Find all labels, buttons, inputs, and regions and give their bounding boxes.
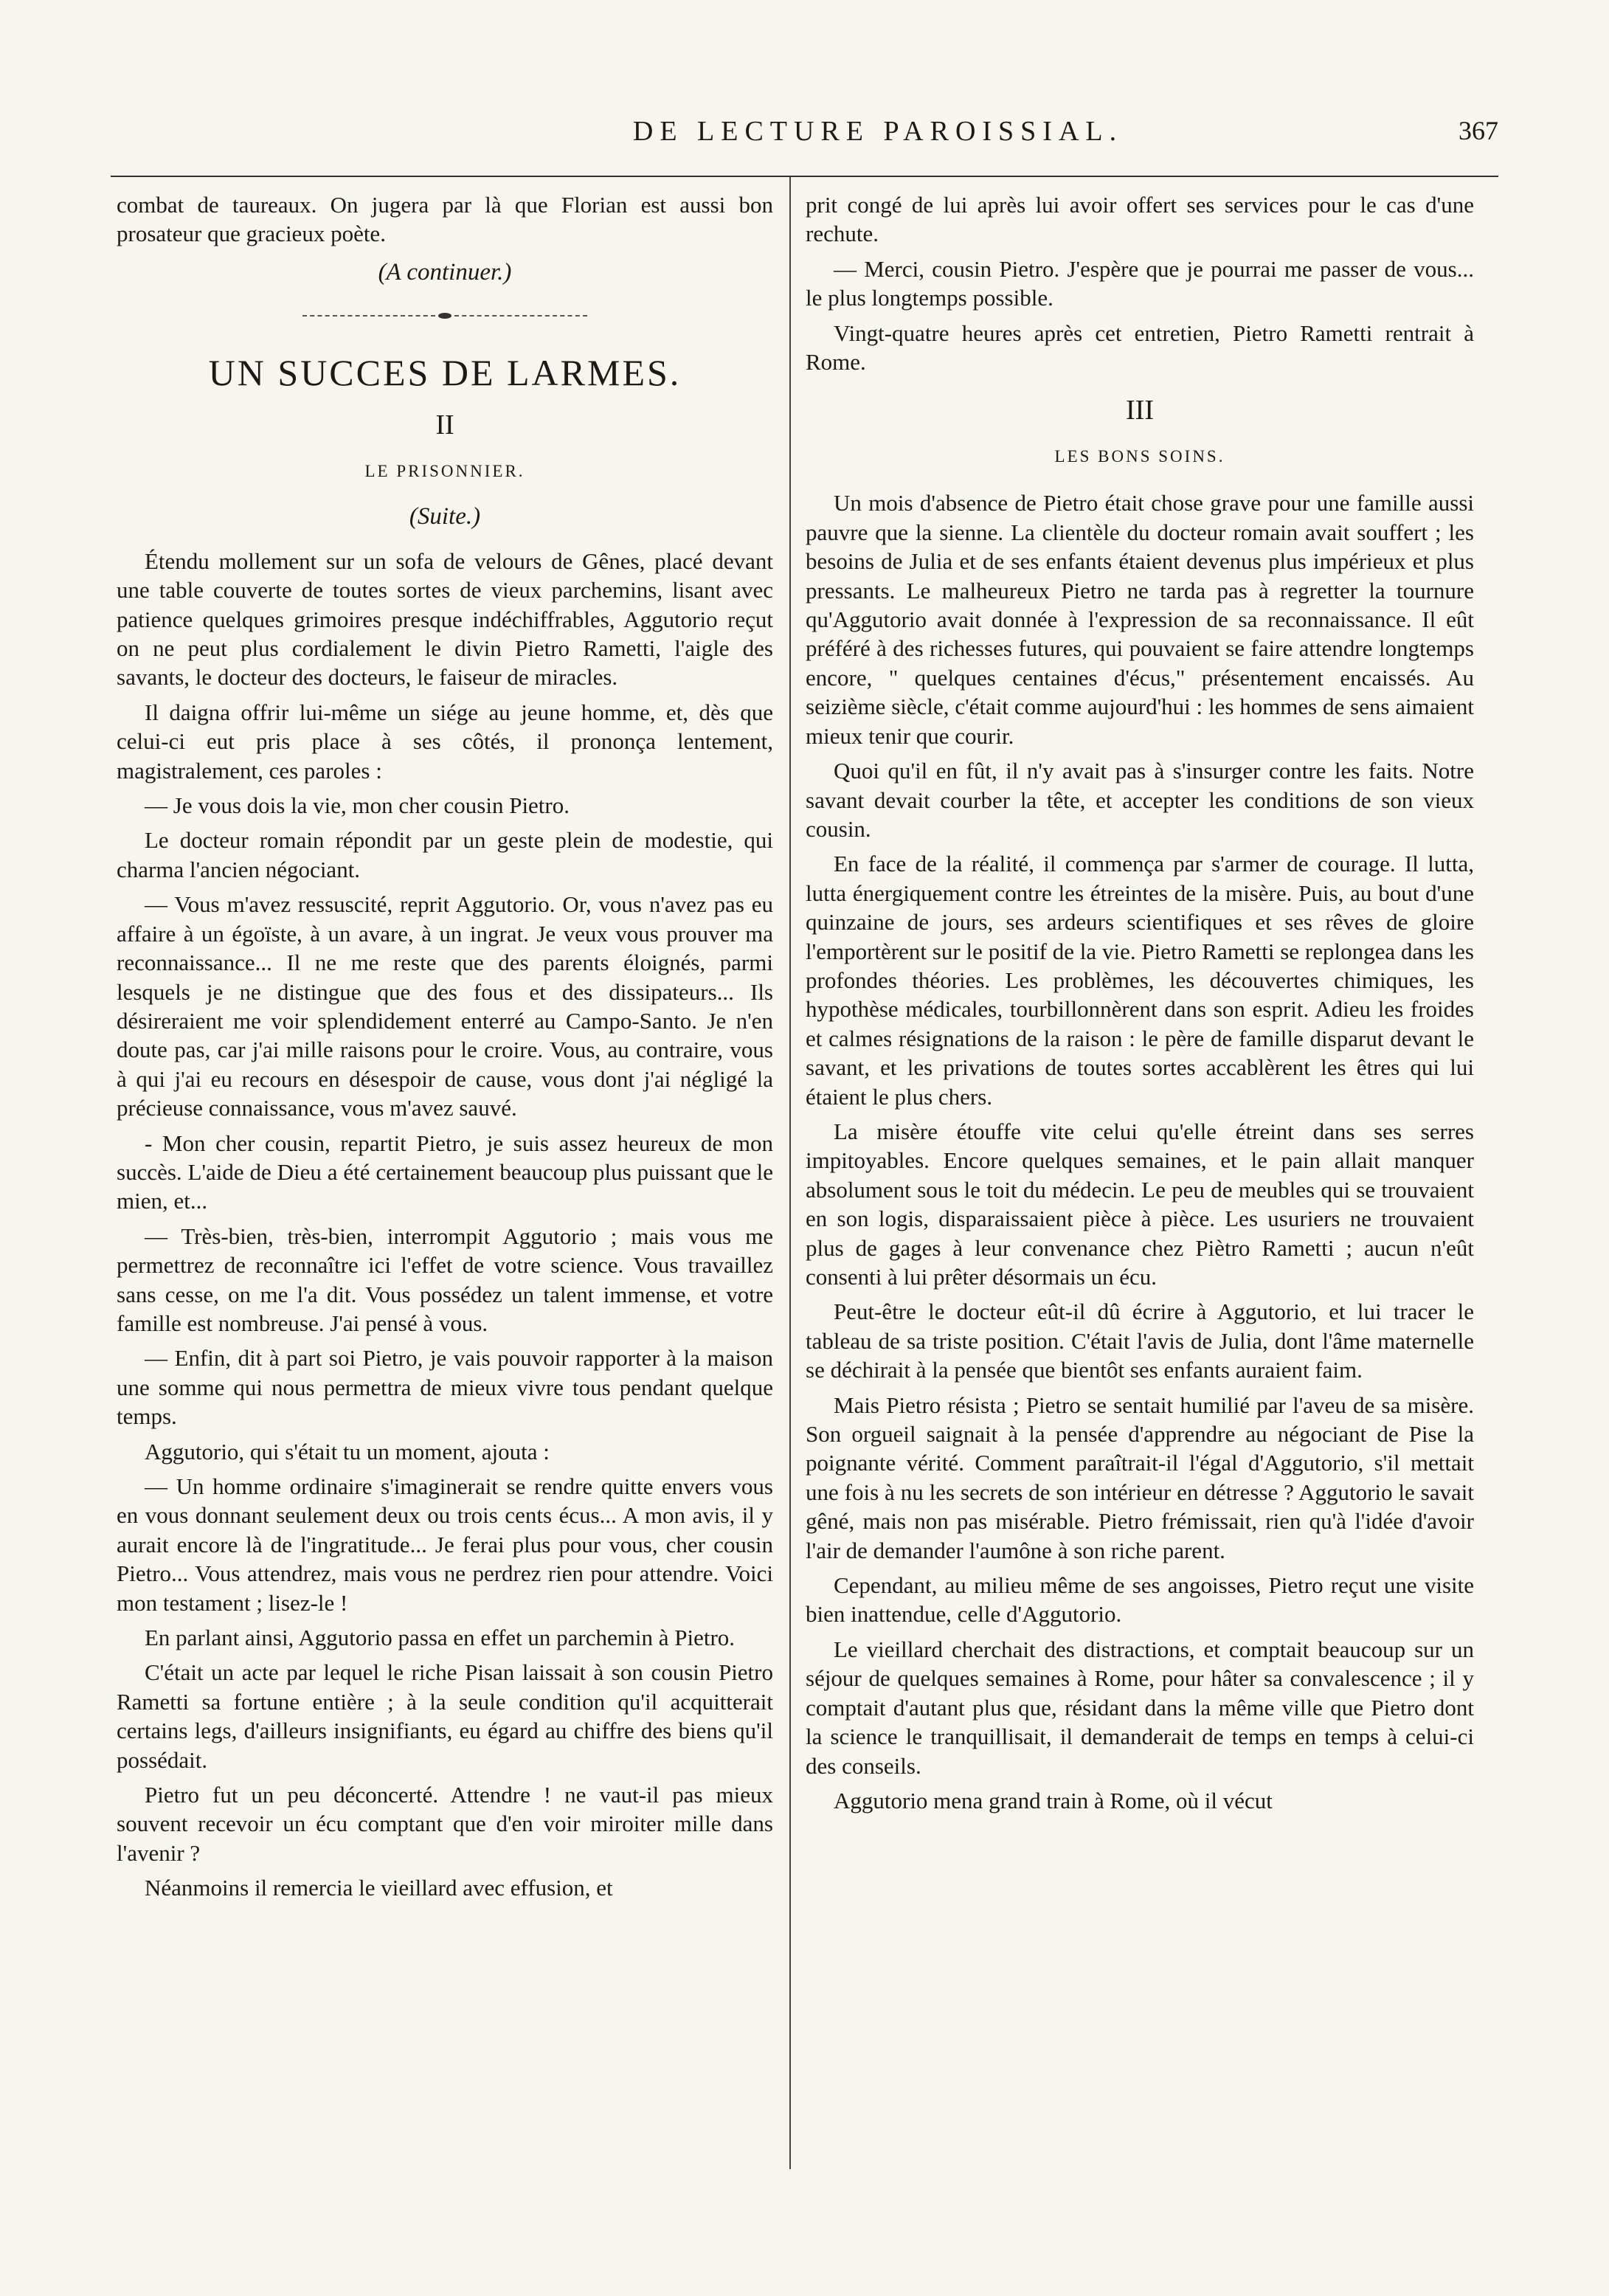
paragraph: La misère étouffe vite celui qu'elle étreint dans ses serres impitoyables. Encore quelques semaines, et le pain allait manquer absolument sous le toit du médecin. Le peu de meubles qui se trouvaient en son logis, disparaissaient pièce à pièce. Les usuriers ne trouvaient plus de gages à leur convenance chez Piètro Rametti ; aucun n'eût consenti à lui prêter désormais un écu. xyxy=(806,1118,1474,1290)
chapter-number: II xyxy=(435,409,454,440)
paragraph: Le docteur romain répondit par un geste plein de modestie, qui charma l'ancien négociant. xyxy=(117,827,773,882)
paragraph: Néanmoins il remercia le vieillard avec effusion, et xyxy=(145,1875,613,1901)
to-continue-note: (A continuer.) xyxy=(378,258,512,286)
header-rule xyxy=(111,176,1498,177)
paragraph: — Vous m'avez ressuscité, reprit Aggutorio. Or, vous n'avez pas eu affaire à un égoïste, à un avare, à un ingrat. Je veux vous prouver ma reconnaissance... Il ne me reste que des parents éloignés, parmi lesquels je ne distingue que des fous et des dissipateurs... Ils désireraient me voir splendidement enterré au Campo-Santo. Je n'en doute pas, car j'ai mille raisons pour le croire. Vous, au contraire, vous à qui j'ai eu recours en désespoir de cause, vous dont j'ai négligé la précieuse connaissance, vous m'avez sauvé. xyxy=(117,891,773,1121)
paragraph: En face de la réalité, il commença par s'armer de courage. Il lutta, lutta énergiquement contre les étreintes de la misère. Puis, au bout d'une quinzaine de jours, ses ardeurs scientifiques et ses rêves de gloire l'emportèrent sur le positif de la vie. Pietro Rametti se replongea dans les profondes théories. Les problèmes, les découvertes chimiques, les hypothèse médicales, tourbillonnèrent dans son esprit. Adieu les froides et calmes résignations de la raison : le père de famille disparut devant le savant, et les privations de toutes sortes accablèrent les êtres qui lui étaient le plus chers. xyxy=(806,851,1474,1110)
paragraph: Pietro fut un peu déconcerté. Attendre ! ne vaut-il pas mieux souvent recevoir un écu comptant que d'en voir miroiter mille dans l'avenir ? xyxy=(117,1782,773,1866)
paragraph: Un mois d'absence de Pietro était chose grave pour une famille aussi pauvre que la sienne. La clientèle du docteur romain avait souffert ; les besoins de Julia et de ses enfants étaient devenus plus impérieux et plus pressants. Le malheureux Pietro ne tarda pas à regretter la tournure qu'Aggutorio avait donnée à l'expression de sa reconnaissance. Il eût préféré à des richesses futures, qui pouvaient se faire attendre longtemps encore, " quelques centaines d'écus," présentement encaissés. Au seizième siècle, c'était comme aujourd'hui : les hommes de sens aimaient mieux tenir que courir. xyxy=(806,490,1474,749)
running-head xyxy=(111,109,1498,153)
paragraph: — Merci, cousin Pietro. J'espère que je pourrai me passer de vous... le plus longtemps possible. xyxy=(806,255,1474,311)
page-number: 367 xyxy=(1459,116,1498,145)
paragraph: Aggutorio mena grand train à Rome, où il vécut xyxy=(834,1787,1273,1813)
paragraph: Peut-être le docteur eût-il dû écrire à Aggutorio, et lui tracer le tableau de sa triste position. C'était l'avis de Julia, dont l'âme maternelle se déchirait à la pensée que bientôt ses enfants auraient faim. xyxy=(806,1299,1474,1383)
section-separator xyxy=(117,313,773,319)
story-title: UN SUCCES DE LARMES. xyxy=(208,351,682,393)
paragraph: Quoi qu'il en fût, il n'y avait pas à s'insurger contre les faits. Notre savant devait courber la tête, et accepter les conditions de son vieux cousin. xyxy=(806,758,1474,842)
column-divider xyxy=(789,177,791,2169)
chapter-title: LES BONS SOINS. xyxy=(1054,447,1225,466)
left-column xyxy=(117,190,773,1909)
running-title: DE LECTURE PAROISSIAL. xyxy=(632,116,1124,147)
paragraph: Étendu mollement sur un sofa de velours de Gênes, placé devant une table couverte de toutes sortes de vieux parchemins, lisant avec patience quelques grimoires presque indéchiffrables, Aggutorio reçut on ne peut plus cordialement le divin Pietro Rametti, l'aigle des savants, le docteur des docteurs, le faiseur de miracles. xyxy=(117,547,773,691)
paragraph: Vingt-quatre heures après cet entretien, Pietro Rametti rentrait à Rome. xyxy=(806,319,1474,376)
paragraph: — Enfin, dit à part soi Pietro, je vais pouvoir rapporter à la maison une somme qui nous permettra de mieux vivre tous pendant quelque temps. xyxy=(117,1345,773,1430)
paragraph: Cependant, au milieu même de ses angoisses, Pietro reçut une visite bien inattendue, celle d'Aggutorio. xyxy=(806,1572,1474,1628)
chapter-number: III xyxy=(1126,395,1154,426)
paragraph: En parlant ainsi, Aggutorio passa en effet un parchemin à Pietro. xyxy=(145,1625,736,1651)
paragraph: — Je vous dois la vie, mon cher cousin Pietro. xyxy=(145,792,570,819)
paragraph: — Un homme ordinaire s'imaginerait se rendre quitte envers vous en vous donnant seulement deux ou trois cents écus... A mon avis, il y aurait encore là de l'ingratitude... Je ferai plus pour vous, cher cousin Pietro... Vous attendrez, mais vous ne perdrez rien pour attendre. Voici mon testament ; lisez-le ! xyxy=(117,1473,773,1616)
paragraph: C'était un acte par lequel le riche Pisan laissait à son cousin Pietro Rametti sa fortune entière ; à la seule condition qu'il acquitterait certains legs, d'ailleurs insignifiants, eu égard au chiffre des biens qu'il possédait. xyxy=(117,1659,773,1773)
paragraph: Il daigna offrir lui-même un siége au jeune homme, et, dès que celui-ci eut pris place à ses côtés, il prononça lentement, magistralement, ces paroles : xyxy=(117,699,773,784)
paragraph: prit congé de lui après lui avoir offert ses services pour le cas d'une rechute. xyxy=(806,192,1474,247)
suite-note: (Suite.) xyxy=(409,502,481,530)
paragraph: combat de taureaux. On jugera par là que Florian est aussi bon prosateur que gracieux poète. xyxy=(117,192,773,247)
paragraph: Aggutorio, qui s'était tu un moment, ajouta : xyxy=(145,1438,550,1465)
right-column xyxy=(806,190,1474,1821)
paragraph: — Très-bien, très-bien, interrompit Aggutorio ; mais vous me permettrez de reconnaître ici l'effet de votre science. Vous travaillez sans cesse, on me l'a dit. Vous possédez un talent immense, et votre famille est nombreuse. J'ai pensé à vous. xyxy=(117,1223,773,1336)
paragraph: Le vieillard cherchait des distractions, et comptait beaucoup sur un séjour de quelques semaines à Rome, pour hâter sa convalescence ; il y comptait d'autant plus que, résidant dans la même ville que Pietro dont la science le tranquillisait, il demanderait de temps en temps à celui-ci des conseils. xyxy=(806,1636,1474,1779)
chapter-title: LE PRISONNIER. xyxy=(364,461,525,480)
paragraph: - Mon cher cousin, repartit Pietro, je suis assez heureux de mon succès. L'aide de Dieu a été certainement beaucoup plus puissant que le mien, et... xyxy=(117,1130,773,1214)
paragraph: Mais Pietro résista ; Pietro se sentait humilié par l'aveu de sa misère. Son orgueil saignait à la pensée d'apprendre au négociant de Pise la poignante vérité. Comment paraîtrait-il l'égal d'Aggutorio, s'il mettait une fois à nu les secrets de son intérieur en détresse ? Aggutorio le savait gêné, mais non pas misérable. Pietro frémissait, rien qu'à l'idée d'avoir l'air de demander l'aumône à son riche parent. xyxy=(806,1391,1474,1563)
